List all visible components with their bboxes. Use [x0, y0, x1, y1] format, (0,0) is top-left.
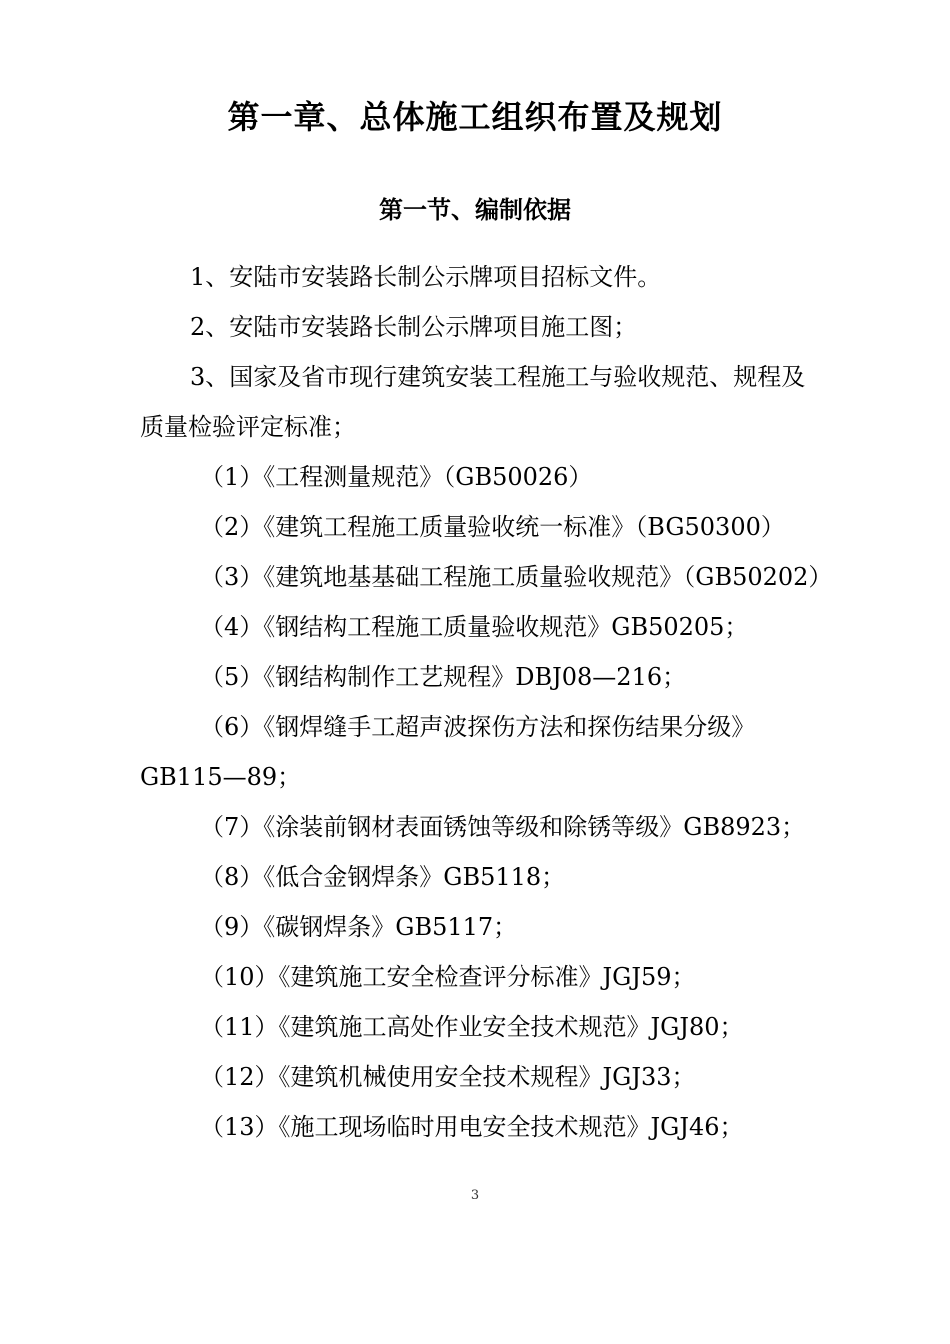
standard-2: （2）《建筑工程施工质量验收统一标准》（BG50300） — [200, 513, 785, 541]
page-number: 3 — [470, 1188, 480, 1203]
item-3-line-2: 质量检验评定标准； — [140, 413, 356, 441]
standard-3: （3）《建筑地基基础工程施工质量验收规范》（GB50202） — [200, 563, 833, 591]
standard-8: （8）《低合金钢焊条》GB5118； — [200, 863, 566, 891]
item-3-line-1: 3、国家及省市现行建筑安装工程施工与验收规范、规程及 — [190, 363, 806, 391]
standard-9: （9）《碳钢焊条》GB5117； — [200, 913, 518, 941]
standard-10: （10）《建筑施工安全检查评分标准》JGJ59； — [200, 963, 696, 991]
standard-4: （4）《钢结构工程施工质量验收规范》GB50205； — [200, 613, 749, 641]
standard-7: （7）《涂装前钢材表面锈蚀等级和除锈等级》GB8923； — [200, 813, 806, 841]
chapter-title: 第一章、总体施工组织布置及规划 — [227, 98, 723, 136]
standard-12: （12）《建筑机械使用安全技术规程》JGJ33； — [200, 1063, 696, 1091]
standard-13: （13）《施工现场临时用电安全技术规范》JGJ46； — [200, 1113, 744, 1141]
standard-1: （1）《工程测量规范》（GB50026） — [200, 463, 593, 491]
section-title: 第一节、编制依据 — [379, 195, 571, 224]
item-2: 2、安陆市安装路长制公示牌项目施工图； — [190, 313, 638, 341]
standard-6-line-2: GB115—89； — [140, 763, 302, 791]
standard-11: （11）《建筑施工高处作业安全技术规范》JGJ80； — [200, 1013, 744, 1041]
item-1: 1、安陆市安装路长制公示牌项目招标文件。 — [190, 263, 662, 291]
standard-5: （5）《钢结构制作工艺规程》DBJ08—216； — [200, 663, 687, 691]
standard-6-line-1: （6）《钢焊缝手工超声波探伤方法和探伤结果分级》 — [200, 713, 756, 741]
